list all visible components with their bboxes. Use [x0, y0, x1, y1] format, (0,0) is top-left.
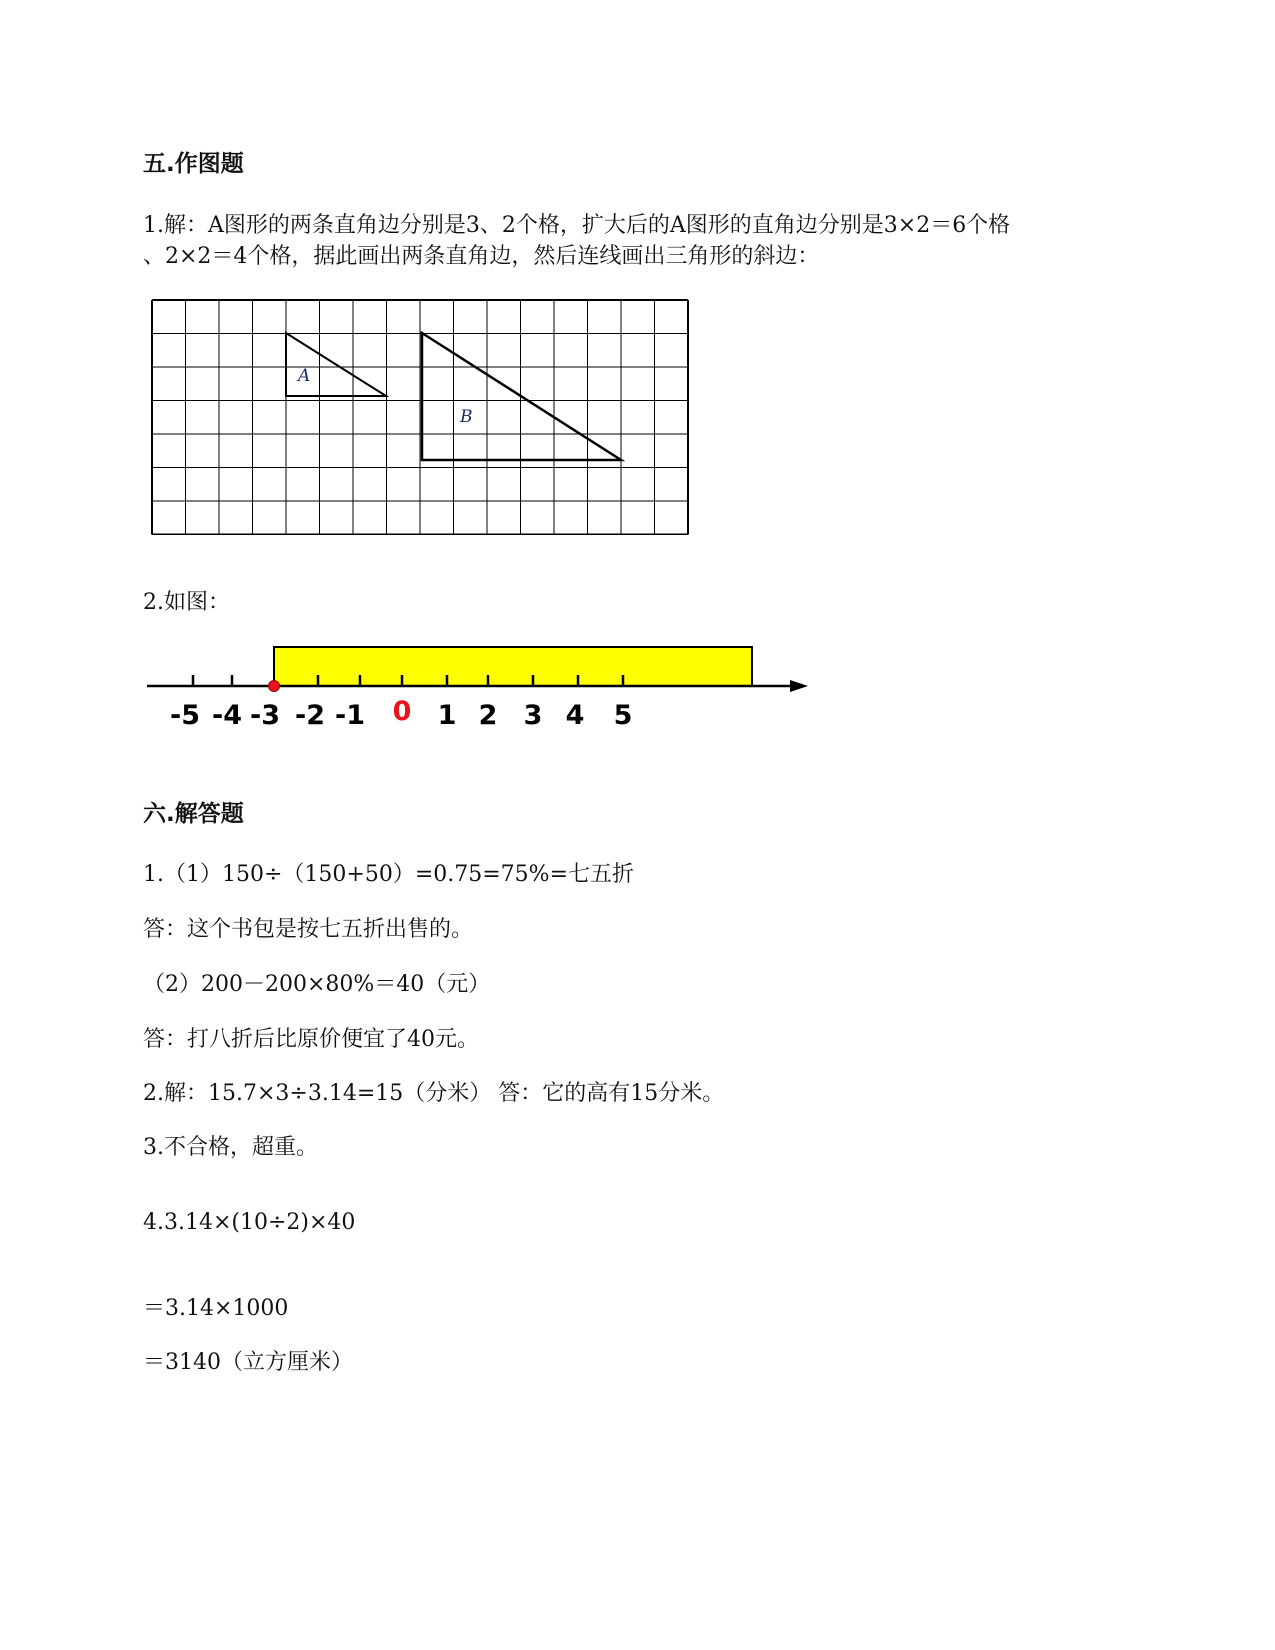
- section-5-title: 五.作图题: [143, 151, 244, 177]
- number-line: [140, 635, 820, 745]
- number-line-label: -2: [295, 700, 325, 731]
- triangle-a: [286, 333, 386, 396]
- number-line-label: 2: [478, 700, 498, 731]
- number-line-label: -1: [335, 700, 365, 731]
- grid-figure: [140, 290, 700, 535]
- answer-line: 答：这个书包是按七五折出售的。: [143, 917, 474, 942]
- answer-line: 1.（1）150÷（150+50）=0.75=75%=七五折: [143, 862, 635, 887]
- triangle-b: [422, 333, 621, 460]
- number-line-highlight: [274, 647, 752, 686]
- number-line-label: -3: [250, 700, 280, 731]
- grid-lines: [152, 300, 688, 535]
- triangle-b-label: B: [460, 407, 473, 427]
- answer-line: 答：打八折后比原价便宜了40元。: [143, 1027, 479, 1052]
- answer-line: 3.不合格，超重。: [143, 1135, 318, 1160]
- q2-answer: 2.如图：: [143, 590, 230, 615]
- answer-line: 2.解：15.7×3÷3.14=15（分米） 答：它的高有15分米。: [143, 1081, 725, 1106]
- number-line-label: 5: [613, 700, 633, 731]
- answer-line: 4.3.14×(10÷2)×40: [143, 1210, 356, 1235]
- answer-line: ＝3.14×1000: [143, 1296, 289, 1321]
- answer-line: （2）200－200×80%＝40（元）: [143, 972, 491, 997]
- number-line-label: 1: [437, 700, 457, 731]
- start-point: [269, 681, 280, 692]
- section-6-title: 六.解答题: [143, 801, 244, 827]
- triangle-a-label: A: [298, 366, 311, 386]
- number-line-label: -5: [170, 700, 200, 731]
- number-line-label: 0: [392, 696, 412, 727]
- number-line-arrow: [790, 680, 808, 692]
- q1-answer-line-1: 1.解：A图形的两条直角边分别是3、2个格，扩大后的A图形的直角边分别是3×2＝6个格: [143, 213, 1011, 238]
- number-line-label: 3: [523, 700, 543, 731]
- answer-line: ＝3140（立方厘米）: [143, 1350, 353, 1375]
- number-line-label: -4: [212, 700, 242, 731]
- number-line-label: 4: [565, 700, 585, 731]
- q1-answer-line-2: 、2×2＝4个格，据此画出两条直角边，然后连线画出三角形的斜边：: [143, 244, 820, 269]
